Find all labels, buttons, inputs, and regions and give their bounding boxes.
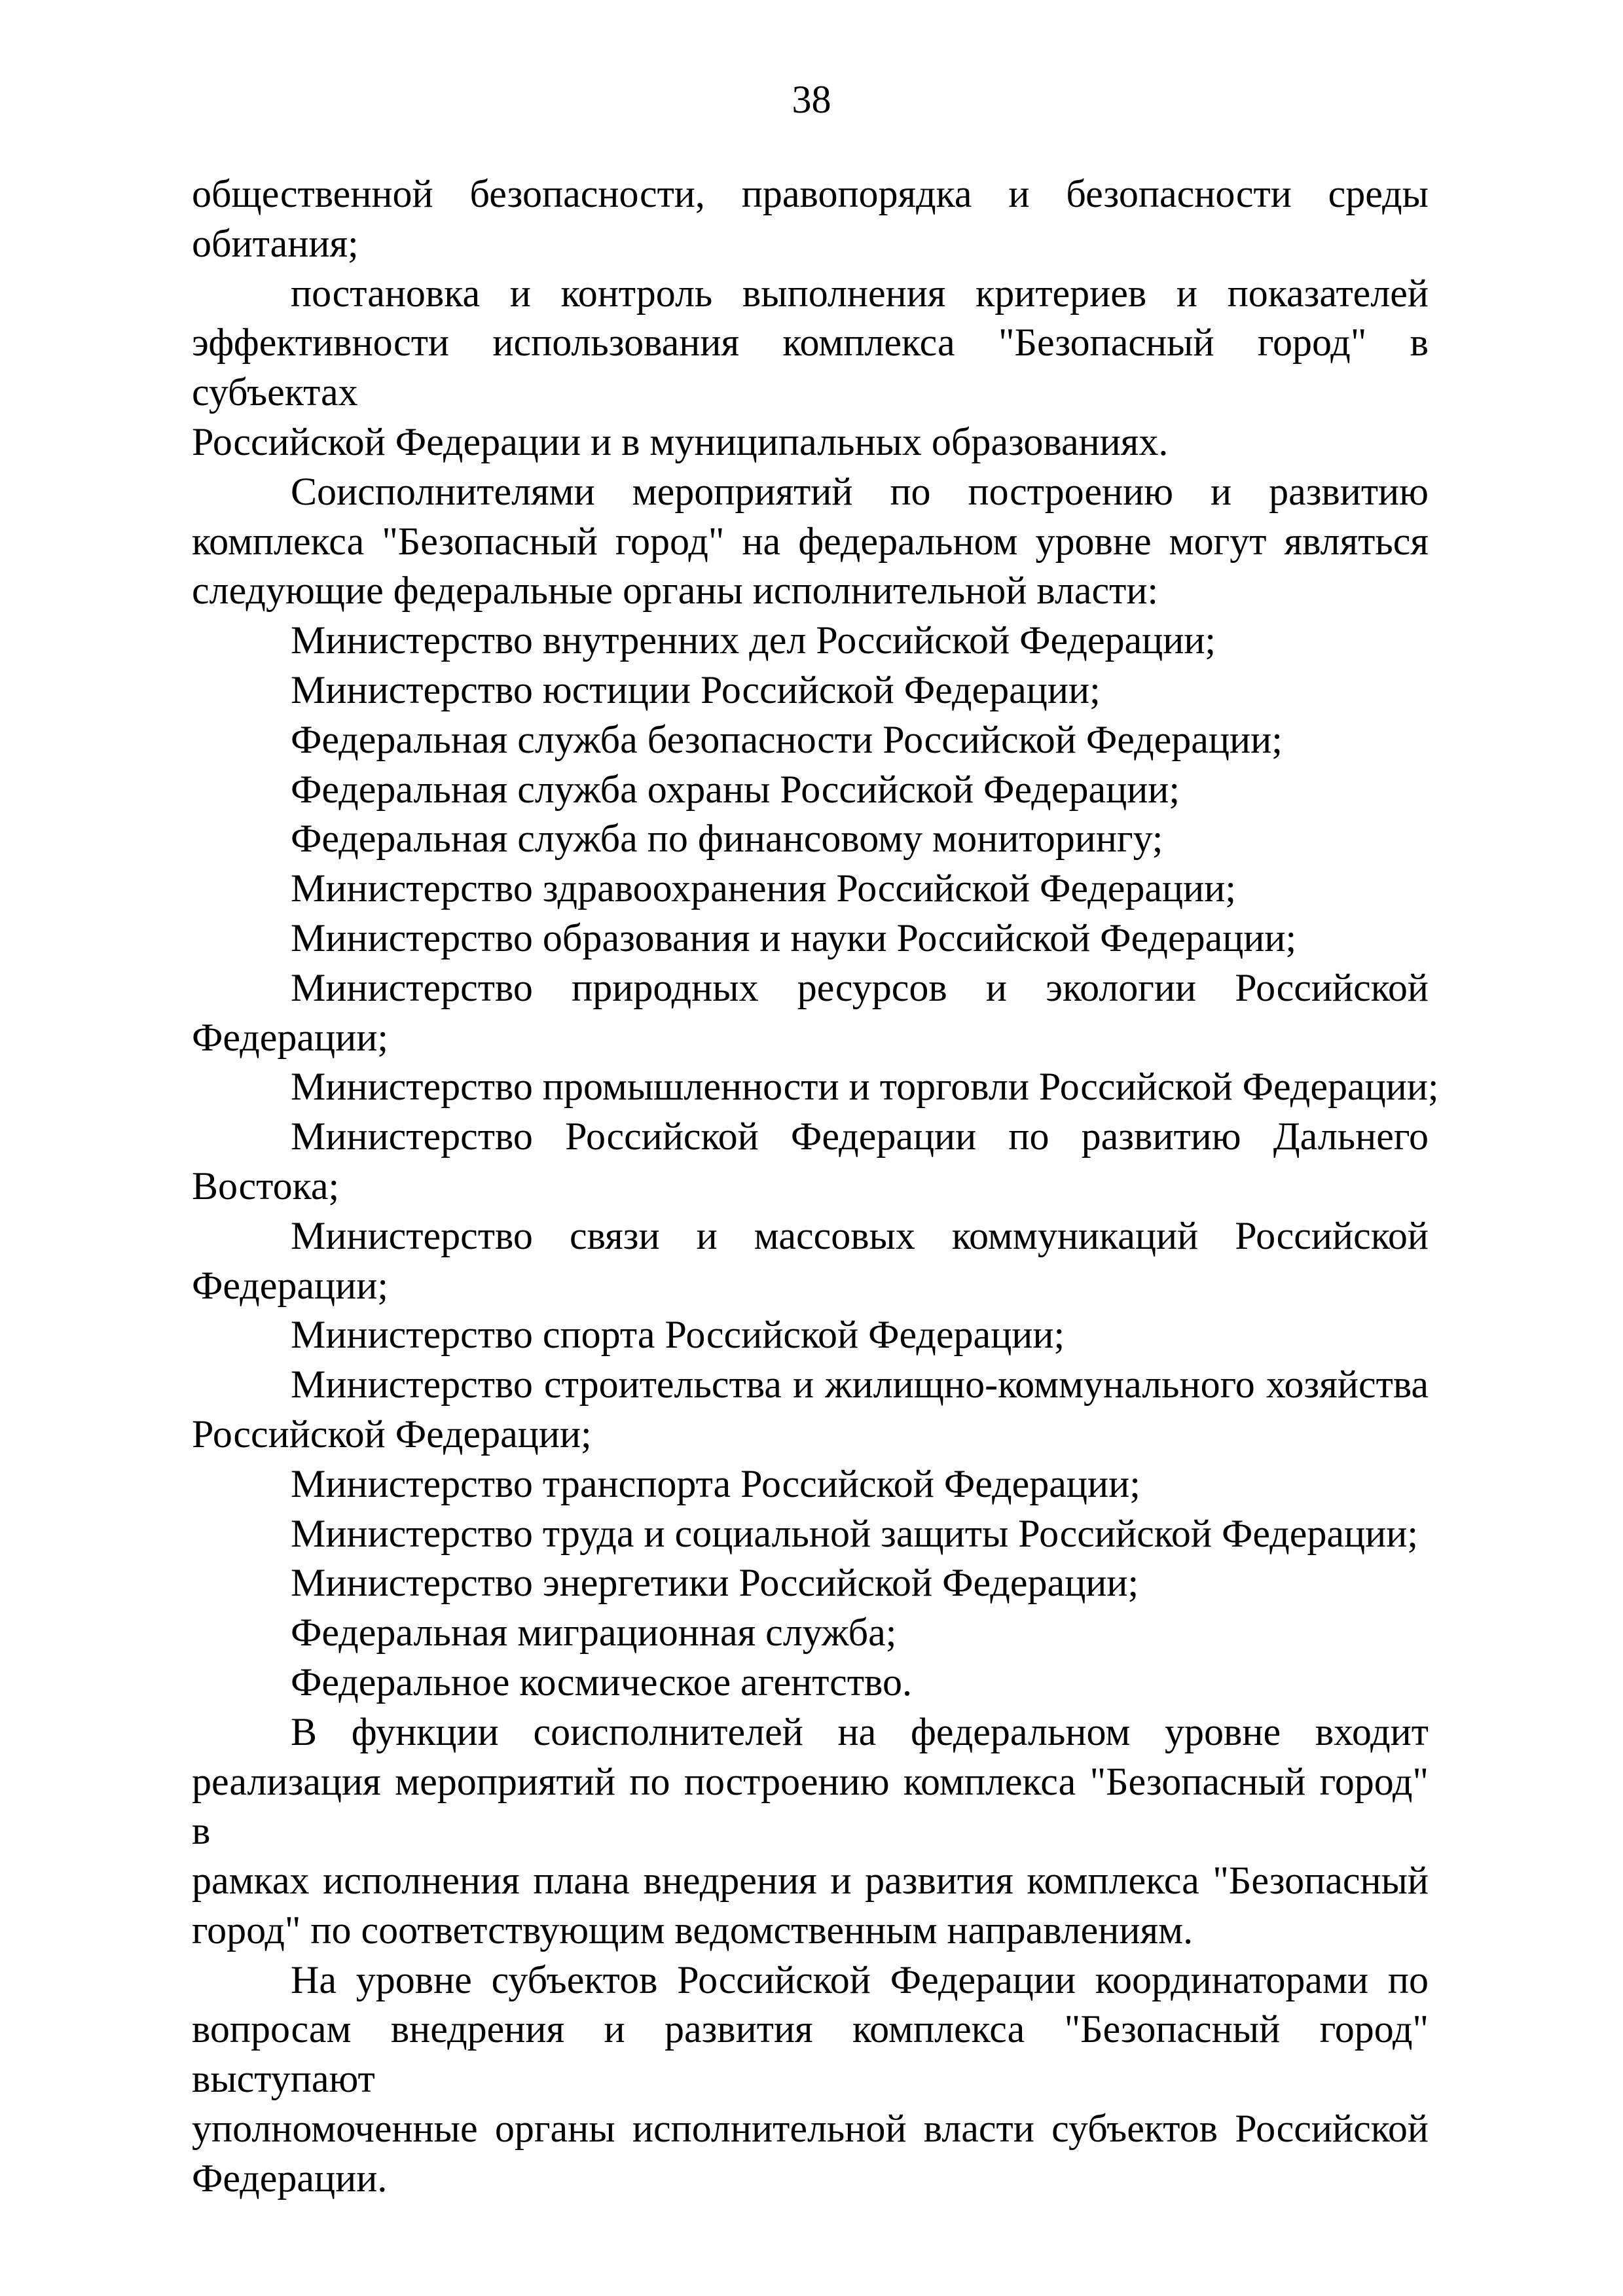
text-line: общественной безопасности, правопорядка и безопасности среды <box>192 172 1429 215</box>
text-line: Министерство внутренних дел Российской Федерации; <box>291 619 1216 662</box>
text-line: Федеральная служба безопасности Российской Федерации; <box>291 717 1283 761</box>
document-body <box>192 170 1439 2204</box>
text-line: уполномоченные органы исполнительной власти субъектов Российской <box>192 2107 1429 2151</box>
text-line: Федеральная служба по финансовому мониторингу; <box>291 817 1163 861</box>
text-line: рамках исполнения плана внедрения и развития комплекса "Безопасный <box>192 1859 1429 1903</box>
text-line: Министерство спорта Российской Федерации; <box>291 1313 1065 1357</box>
text-line: Министерство Российской Федерации по развитию Дальнего <box>291 1115 1429 1158</box>
text-line: следующие федеральные органы исполнительной власти: <box>192 569 1159 613</box>
text-line: обитания; <box>192 221 359 265</box>
text-line: Соисполнителями мероприятий по построению и развитию <box>291 469 1429 513</box>
text-line: В функции соисполнителей на федеральном уровне входит <box>291 1710 1429 1753</box>
text-line: На уровне субъектов Российской Федерации координаторами по <box>291 1958 1429 2001</box>
text-line: Министерство здравоохранения Российской Федерации; <box>291 867 1237 910</box>
text-line: Востока; <box>192 1164 340 1208</box>
text-line: Федерации; <box>192 1263 389 1307</box>
text-line: Министерство промышленности и торговли Российской Федерации; <box>291 1065 1439 1109</box>
text-line: Российской Федерации и в муниципальных образованиях. <box>192 420 1169 463</box>
text-line: Министерство природных ресурсов и экологии Российской <box>291 965 1429 1009</box>
text-line: Министерство юстиции Российской Федерации; <box>291 668 1101 711</box>
text-line: Министерство образования и науки Российской Федерации; <box>291 916 1297 960</box>
text-line: Министерство связи и массовых коммуникаций Российской <box>291 1213 1429 1257</box>
text-line: комплекса "Безопасный город" на федеральном уровне могут являться <box>192 519 1429 563</box>
text-line: Федеральная служба охраны Российской Федерации; <box>291 767 1180 811</box>
text-line: Федеральное космическое агентство. <box>291 1660 912 1704</box>
text-line: Министерство энергетики Российской Федерации; <box>291 1561 1139 1605</box>
page-number: 38 <box>792 78 831 121</box>
text-line: Российской Федерации; <box>192 1412 592 1456</box>
text-line: реализация мероприятий по построению комплекса "Безопасный город" в <box>192 1759 1429 1853</box>
text-line: Федеральная миграционная служба; <box>291 1611 897 1655</box>
text-line: Министерство строительства и жилищно-коммунального хозяйства <box>291 1363 1429 1407</box>
text-line: постановка и контроль выполнения критериев и показателей <box>291 271 1429 315</box>
text-line: Министерство труда и социальной защиты Российской Федерации; <box>291 1511 1419 1555</box>
text-line: Федерации; <box>192 1015 389 1059</box>
text-line: Федерации. <box>192 2156 388 2200</box>
text-line: Министерство транспорта Российской Федерации; <box>291 1462 1140 1505</box>
text-line: город" по соответствующим ведомственным направлениям. <box>192 1908 1194 1952</box>
text-line: вопросам внедрения и развития комплекса "Безопасный город" выступают <box>192 2007 1429 2101</box>
text-line: эффективности использования комплекса "Безопасный город" в субъектах <box>192 321 1429 414</box>
